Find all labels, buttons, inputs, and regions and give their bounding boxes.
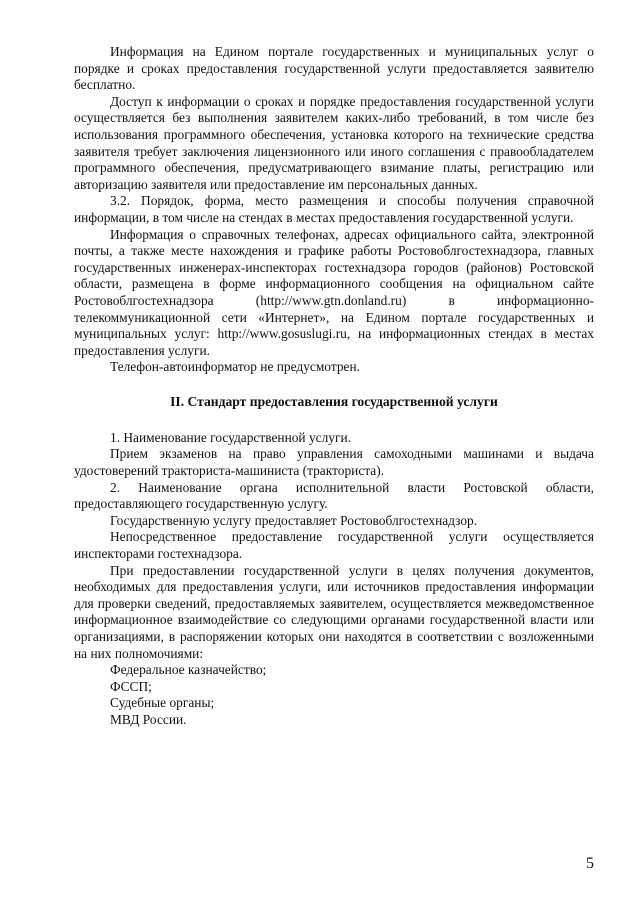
paragraph-autoinformer: Телефон-автоинформатор не предусмотрен. xyxy=(110,359,360,375)
document-body xyxy=(74,44,594,729)
paragraph-service-name-title: 1. Наименование государственной услуги. xyxy=(110,429,351,445)
paragraph-portal-free-info: Информация на Едином портале государственных и муниципальных услуг о порядке и сроках предоставления государственной услуги предоставляется заявителю бесплатно. xyxy=(74,44,594,93)
list-item: ФССП; xyxy=(110,678,152,694)
paragraph-contact-info: Информация о справочных телефонах, адресах официального сайта, электронной почты, а также месте нахождения и графике работы Ростовоблгостехнадзора, главных государственных инженерах-инспекторах гостехнадзора городов (районов) Ростовской области, размещена в форме информационного сообщения на официальном сайте Ростовоблгостехнадзора (http://www.gtn.donland.ru) в информационно-телекоммуникационной сети «Интернет», на Едином портале государственных и муниципальных услуг: http://www.gosuslugi.ru, на информационных стендах в местах предоставления услуги. xyxy=(74,226,594,358)
section-heading: II. Стандарт предоставления государственной услуги xyxy=(170,393,498,409)
paragraph-service-name: Прием экзаменов на право управления самоходными машинами и выдача удостоверений тракториста-машиниста (тракториста). xyxy=(74,446,594,479)
list-item: Судебные органы; xyxy=(110,695,215,711)
paragraph-authority-title: 2. Наименование органа исполнительной власти Ростовской области, предоставляющего государственную услугу. xyxy=(74,479,594,512)
paragraph-access-requirements: Доступ к информации о сроках и порядке предоставления государственной услуги осуществляется без выполнения заявителем каких-либо требований, в том числе без использования программного обеспечения, установка которого на технические средства заявителя требует заключения лицензионного или иного соглашения с правообладателем программного обеспечения, предусматривающего взимание платы, регистрацию или авторизацию заявителя или предоставление им персональных данных. xyxy=(74,93,594,192)
paragraph-3-2-reference-info: 3.2. Порядок, форма, место размещения и способы получения справочной информации, в том числе на стендах в местах предоставления государственной услуги. xyxy=(74,193,594,225)
paragraph-authority: Государственную услугу предоставляет Ростовоблгостехнадзор. xyxy=(110,512,478,528)
list-item: МВД России. xyxy=(110,711,187,727)
page-number: 5 xyxy=(586,855,594,872)
list-item: Федеральное казначейство; xyxy=(110,662,267,678)
paragraph-inspectors: Непосредственное предоставление государственной услуги осуществляется инспекторами гостехнадзора. xyxy=(74,529,594,562)
paragraph-interagency: При предоставлении государственной услуги в целях получения документов, необходимых для предоставления услуги, или источников предоставления информации для проверки сведений, предоставляемых заявителем, осуществляется межведомственное информационное взаимодействие со следующими органами государственной власти или организациями, в распоряжении которых они находятся в соответствии с возложенными на них полномочиями: xyxy=(74,562,594,661)
